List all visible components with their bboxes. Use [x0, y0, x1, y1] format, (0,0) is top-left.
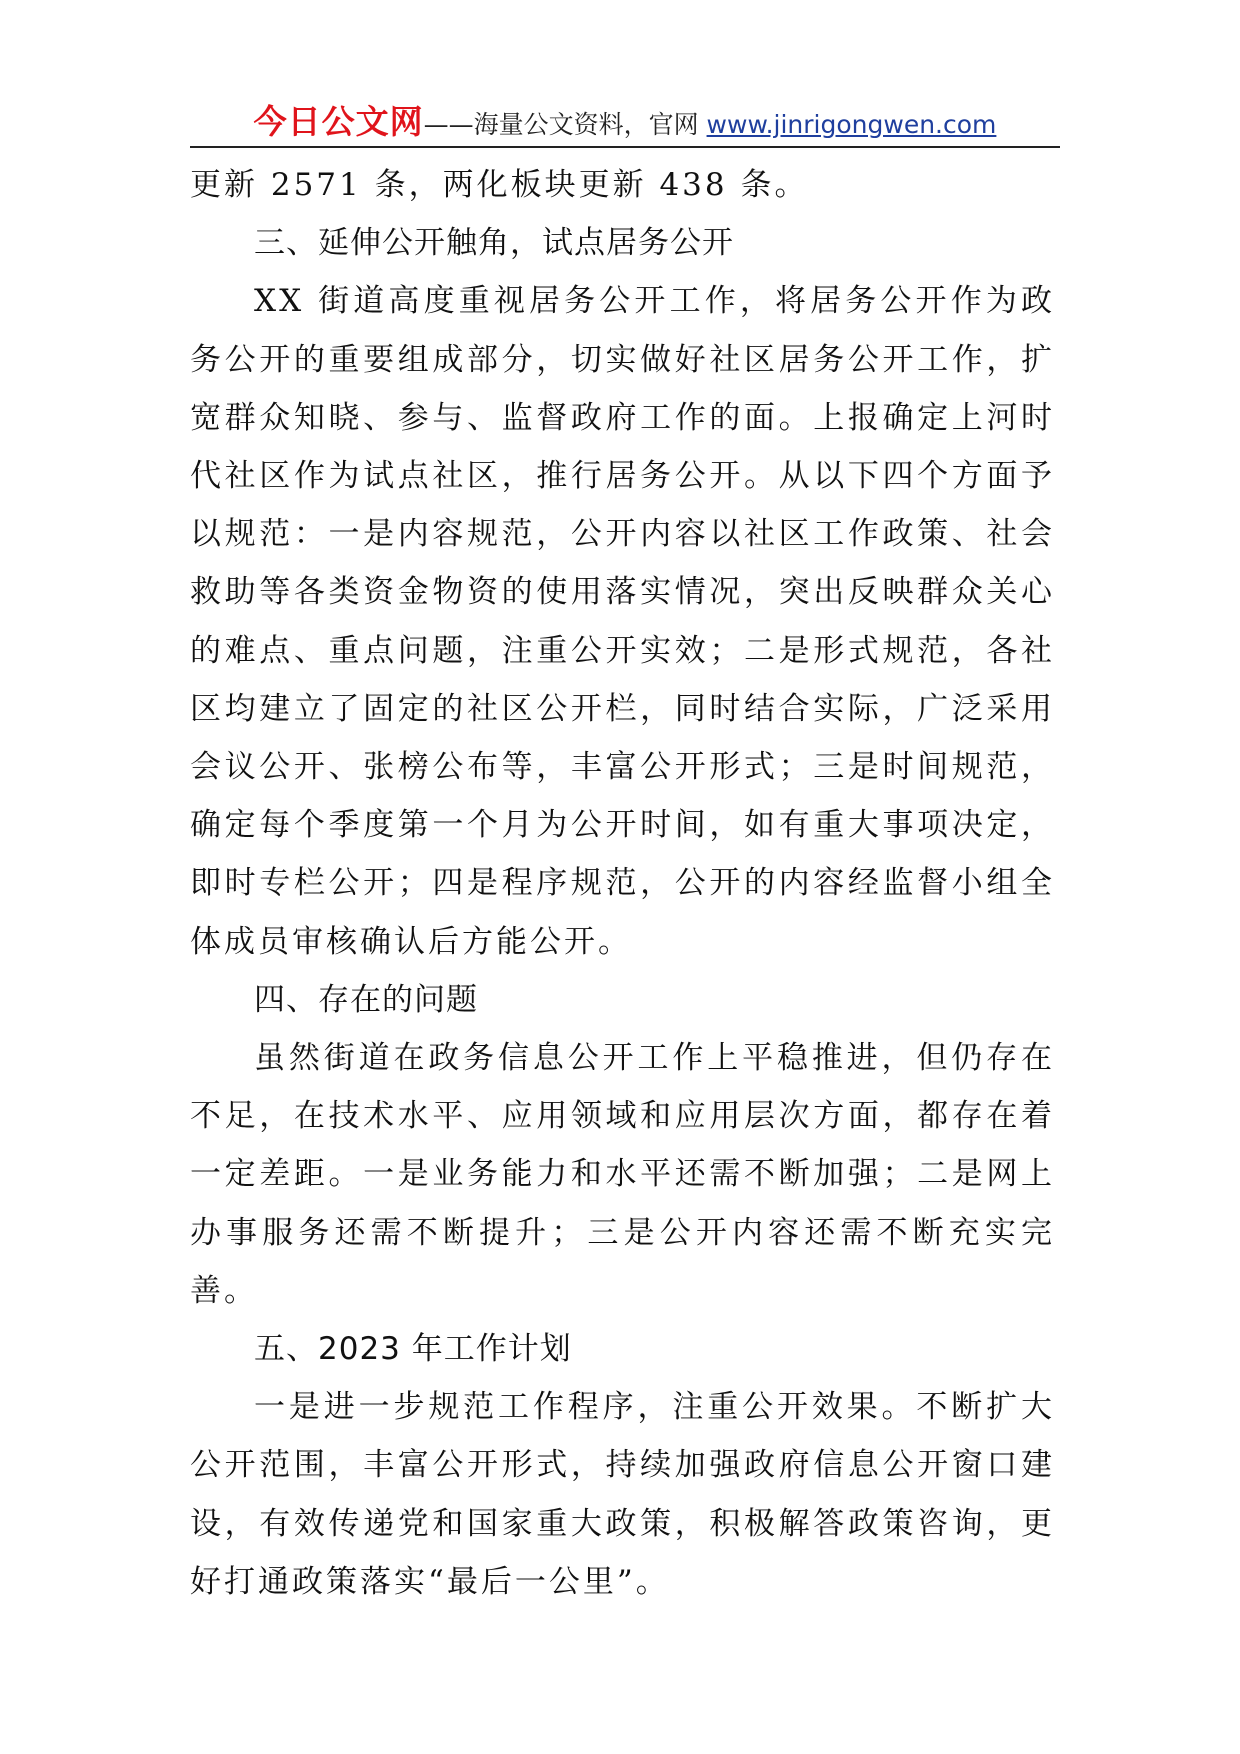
- paragraph-section-3: XX 街道高度重视居务公开工作，将居务公开作为政务公开的重要组成部分，切实做好社区居务公开工作，扩宽群众知晓、参与、监督政府工作的面。上报确定上河时代社区作为试点社区，推行居务公开。从以下四个方面予以规范：一是内容规范，公开内容以社区工作政策、社会救助等各类资金物资的使用落实情况，突出反映群众关心的难点、重点问题，注重公开实效；二是形式规范，各社区均建立了固定的社区公开栏，同时结合实际，广泛采用会议公开、张榜公布等，丰富公开形式；三是时间规范，确定每个季度第一个月为公开时间，如有重大事项决定，即时专栏公开；四是程序规范，公开的内容经监督小组全体成员审核确认后方能公开。: [190, 283, 1055, 960]
- paragraph-continued: 更新 2571 条，两化板块更新 438 条。: [190, 167, 809, 203]
- website-link[interactable]: www.jinrigongwen.com: [706, 110, 997, 139]
- section-heading-4: 四、存在的问题: [254, 981, 478, 1018]
- brand-name: 今日公文网: [253, 102, 424, 141]
- paragraph-section-5: 一是进一步规范工作程序，注重公开效果。不断扩大公开范围，丰富公开形式，持续加强政府信息公开窗口建设，有效传递党和国家重大政策，积极解答政策咨询，更好打通政策落实“最后一公里”。: [190, 1389, 1055, 1600]
- page-header: [190, 100, 1060, 148]
- section-heading-3: 三、延伸公开触角，试点居务公开: [254, 225, 734, 262]
- section-heading-5: 五、2023 年工作计划: [254, 1331, 572, 1368]
- document-body: [190, 156, 1055, 1611]
- paragraph-section-4: 虽然街道在政务信息公开工作上平稳推进，但仍存在不足，在技术水平、应用领域和应用层次方面，都存在着一定差距。一是业务能力和水平还需不断加强；二是网上办事服务还需不断提升；三是公开内容还需不断充实完善。: [190, 1040, 1055, 1309]
- header-slogan: ——海量公文资料，官网: [423, 110, 707, 139]
